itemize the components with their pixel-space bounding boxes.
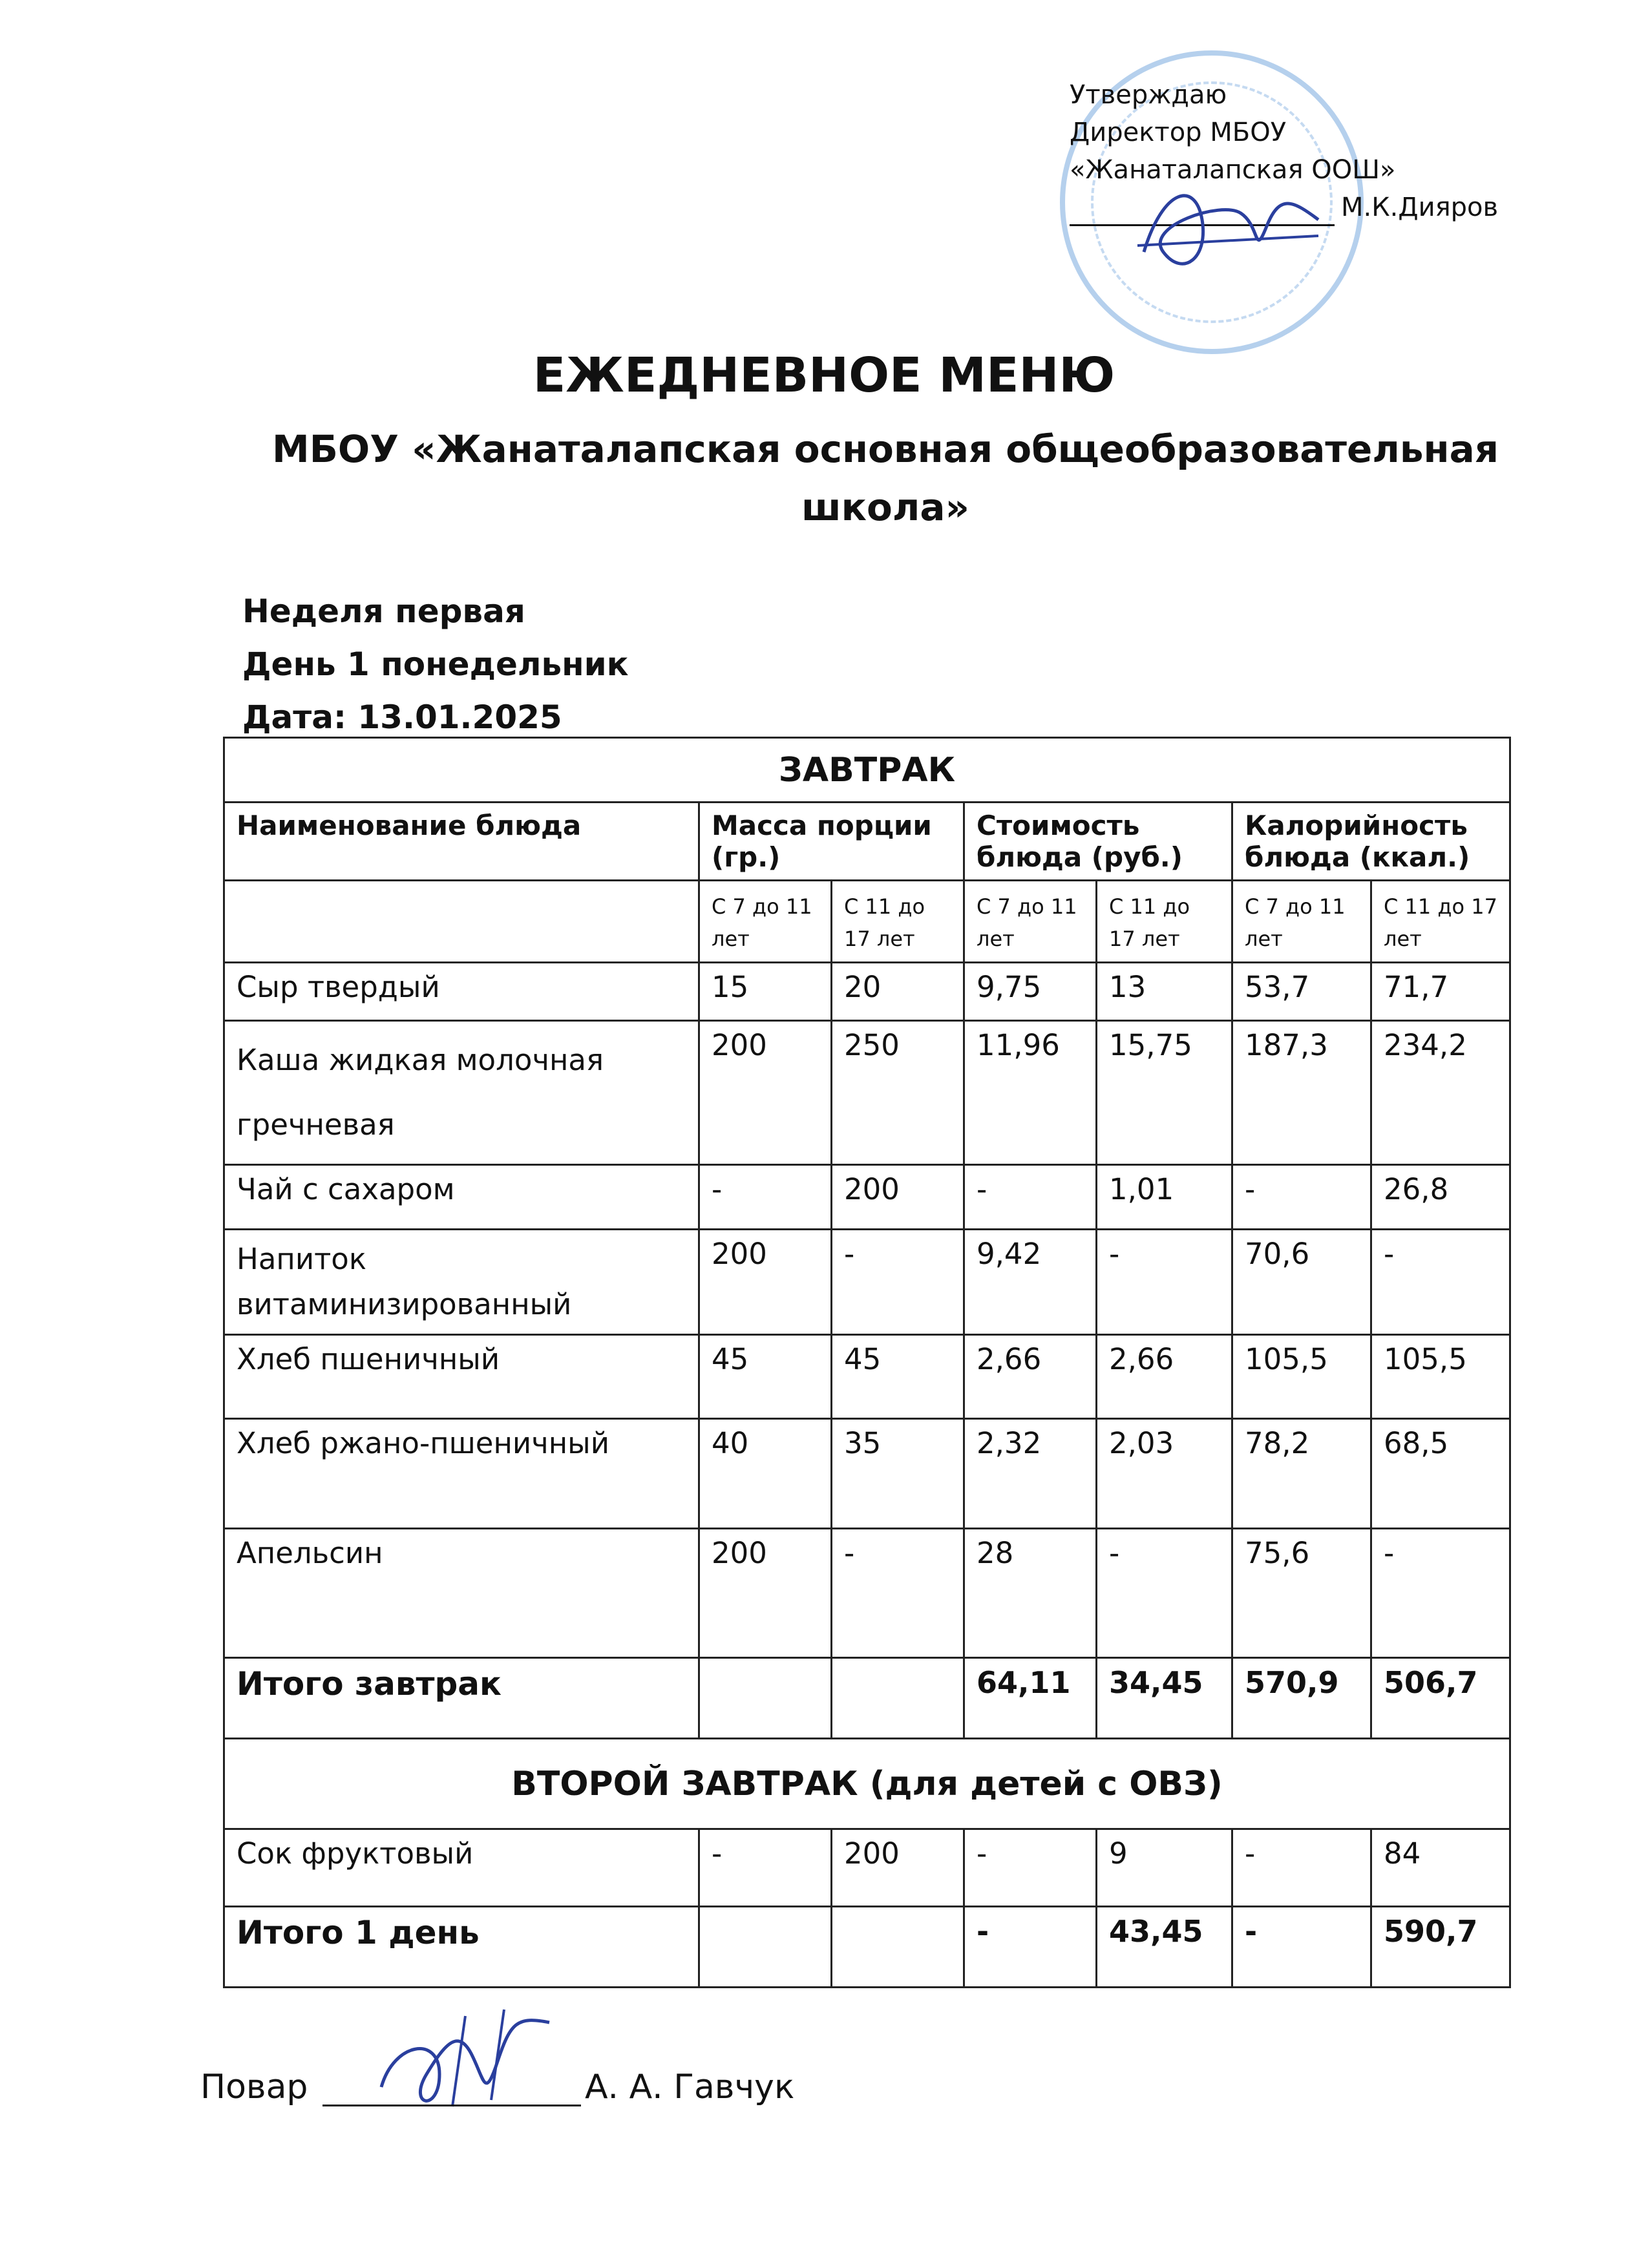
dish-name: Апельсин: [224, 1529, 699, 1658]
cell-value: 250: [832, 1021, 964, 1165]
cell-value: 45: [832, 1335, 964, 1419]
cell-value: 105,5: [1371, 1335, 1510, 1419]
cook-label: Повар: [200, 2068, 308, 2106]
cell-value: 35: [832, 1419, 964, 1529]
dish-name: Чай с сахаром: [224, 1165, 699, 1230]
cell-value: -: [1371, 1230, 1510, 1335]
cell-value: 78,2: [1232, 1419, 1371, 1529]
table-row: [224, 1165, 1510, 1230]
cell-value: -: [832, 1529, 964, 1658]
cell-value: 64,11: [964, 1658, 1097, 1739]
cell-value: -: [1232, 1165, 1371, 1230]
day-label: День 1 понедельник: [242, 646, 629, 683]
cell-value: 2,03: [1097, 1419, 1232, 1529]
total-label: Итого завтрак: [224, 1658, 699, 1739]
cell-value: 506,7: [1371, 1658, 1510, 1739]
cell-value: 13: [1097, 963, 1232, 1021]
cell-value: 68,5: [1371, 1419, 1510, 1529]
cell-value: 53,7: [1232, 963, 1371, 1021]
total-row: [224, 1907, 1510, 1988]
page-subtitle: МБОУ «Жанаталапская основная общеобразовательная школа»: [272, 427, 1499, 529]
cell-value: -: [699, 1165, 832, 1230]
total-label: Итого 1 день: [224, 1907, 699, 1988]
menu-table: [223, 737, 1511, 1988]
total-row: [224, 1658, 1510, 1739]
cell-value: -: [699, 1829, 832, 1907]
cell-value: 200: [699, 1230, 832, 1335]
dish-name: Хлеб пшеничный: [224, 1335, 699, 1419]
section-second-breakfast: ВТОРОЙ ЗАВТРАК (для детей с ОВЗ): [224, 1739, 1510, 1829]
header-name: Наименование блюда: [224, 803, 699, 881]
table-row: [224, 1230, 1510, 1335]
age-young: С 7 до 11 лет: [699, 881, 832, 963]
age-young: С 7 до 11 лет: [1232, 881, 1371, 963]
cell-value: -: [964, 1829, 1097, 1907]
cell-value: 200: [832, 1829, 964, 1907]
section-breakfast: ЗАВТРАК: [224, 738, 1510, 803]
cook-name: А. А. Гавчук: [584, 2068, 795, 2106]
dish-name: Сок фруктовый: [224, 1829, 699, 1907]
header-empty: [224, 881, 699, 963]
cell-value: 71,7: [1371, 963, 1510, 1021]
signature-line: [322, 2074, 581, 2106]
cell-value: 45: [699, 1335, 832, 1419]
table-row: [224, 1335, 1510, 1419]
cell-value: 200: [699, 1529, 832, 1658]
table-row: [224, 1829, 1510, 1907]
cell-value: 200: [832, 1165, 964, 1230]
cook-block: [200, 2068, 794, 2106]
dish-name: Хлеб ржано-пшеничный: [224, 1419, 699, 1529]
page-title: ЕЖЕДНЕВНОЕ МЕНЮ: [533, 348, 1115, 403]
cell-value: 2,66: [964, 1335, 1097, 1419]
cell-value: 2,66: [1097, 1335, 1232, 1419]
cell-value: 40: [699, 1419, 832, 1529]
menu-meta: [242, 585, 629, 744]
header-mass: Масса порции (гр.): [699, 803, 964, 881]
cell-value: 9: [1097, 1829, 1232, 1907]
cell-value: 84: [1371, 1829, 1510, 1907]
cell-value: 570,9: [1232, 1658, 1371, 1739]
director-signature: [1125, 174, 1331, 284]
cell-value: 1,01: [1097, 1165, 1232, 1230]
cell-value: [832, 1658, 964, 1739]
dish-name: Напиток витаминизированный: [224, 1230, 699, 1335]
cell-value: [699, 1907, 832, 1988]
age-old: С 11 до 17 лет: [832, 881, 964, 963]
cell-value: 34,45: [1097, 1658, 1232, 1739]
dish-name: Каша жидкая молочная гречневая: [224, 1021, 699, 1165]
cell-value: 28: [964, 1529, 1097, 1658]
table-row: [224, 963, 1510, 1021]
approval-line-1: Утверждаю: [1070, 80, 1227, 110]
table-row: [224, 1419, 1510, 1529]
cell-value: 187,3: [1232, 1021, 1371, 1165]
cell-value: 75,6: [1232, 1529, 1371, 1658]
age-old: С 11 до 17 лет: [1097, 881, 1232, 963]
cell-value: -: [1097, 1230, 1232, 1335]
cell-value: -: [1371, 1529, 1510, 1658]
cell-value: 15,75: [1097, 1021, 1232, 1165]
cell-value: 9,75: [964, 963, 1097, 1021]
dish-name: Сыр твердый: [224, 963, 699, 1021]
cell-value: -: [832, 1230, 964, 1335]
date-label: Дата: 13.01.2025: [242, 698, 562, 736]
cell-value: -: [1232, 1829, 1371, 1907]
cell-value: 15: [699, 963, 832, 1021]
cell-value: 590,7: [1371, 1907, 1510, 1988]
cell-value: -: [964, 1907, 1097, 1988]
table-row: [224, 1021, 1510, 1165]
cell-value: 11,96: [964, 1021, 1097, 1165]
header-calories: Калорийность блюда (ккал.): [1232, 803, 1510, 881]
cell-value: 20: [832, 963, 964, 1021]
approval-line-2: Директор МБОУ: [1070, 118, 1287, 147]
approval-line-3: «Жанаталапская ООШ»: [1070, 155, 1396, 185]
cell-value: 234,2: [1371, 1021, 1510, 1165]
cell-value: 26,8: [1371, 1165, 1510, 1230]
cell-value: -: [1232, 1907, 1371, 1988]
cell-value: 9,42: [964, 1230, 1097, 1335]
cell-value: [699, 1658, 832, 1739]
cell-value: 2,32: [964, 1419, 1097, 1529]
cell-value: -: [1097, 1529, 1232, 1658]
cell-value: 70,6: [1232, 1230, 1371, 1335]
director-name: М.К.Дияров: [1341, 193, 1499, 222]
cell-value: 105,5: [1232, 1335, 1371, 1419]
age-young: С 7 до 11 лет: [964, 881, 1097, 963]
cell-value: [832, 1907, 964, 1988]
table-row: [224, 1529, 1510, 1658]
header-cost: Стоимость блюда (руб.): [964, 803, 1232, 881]
age-old: С 11 до 17 лет: [1371, 881, 1510, 963]
cell-value: -: [964, 1165, 1097, 1230]
cell-value: 43,45: [1097, 1907, 1232, 1988]
cell-value: 200: [699, 1021, 832, 1165]
week-label: Неделя первая: [242, 593, 525, 630]
